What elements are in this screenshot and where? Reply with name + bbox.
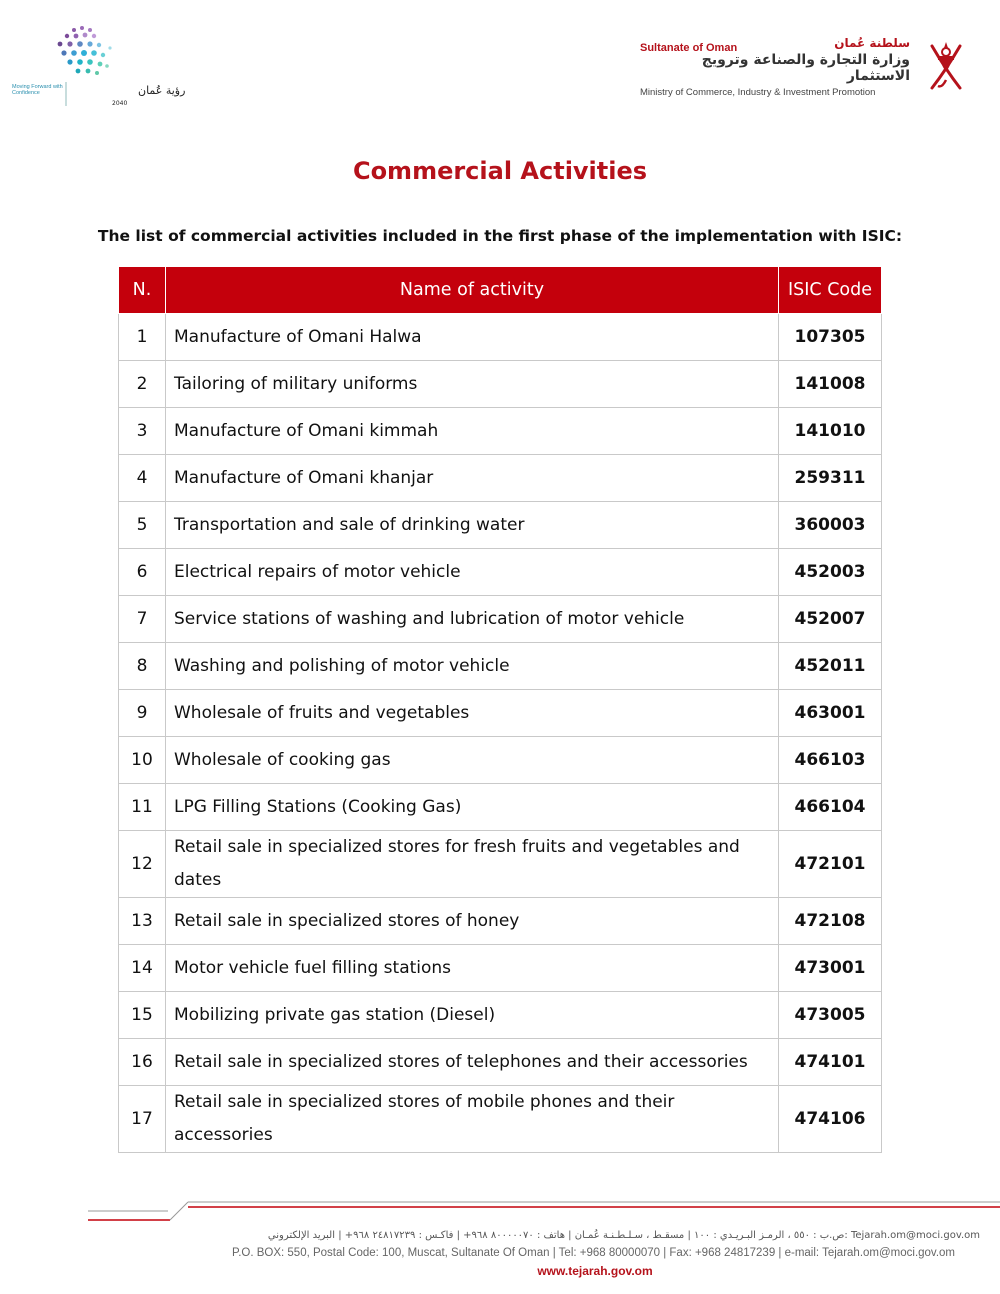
ministry-name-en: Ministry of Commerce, Industry & Investment Promotion [640, 87, 876, 98]
isic-code: 473005 [779, 992, 882, 1039]
vision-logo-ar: رؤية عُمان [138, 84, 186, 97]
activity-name: Tailoring of military uniforms [166, 361, 779, 408]
table-row [119, 1039, 882, 1086]
isic-code: 463001 [779, 690, 882, 737]
activity-name: Electrical repairs of motor vehicle [166, 549, 779, 596]
isic-code: 141010 [779, 408, 882, 455]
footer-divider [88, 1198, 1000, 1228]
activity-name: Retail sale in specialized stores for fresh fruits and vegetables and dates [166, 831, 779, 898]
activity-name: Washing and polishing of motor vehicle [166, 643, 779, 690]
ministry-name-ar: وزارة التجارة والصناعة وترويج الاستثمار [701, 52, 910, 84]
isic-code: 452011 [779, 643, 882, 690]
row-number: 12 [119, 831, 166, 898]
table-row [119, 643, 882, 690]
activity-name: Retail sale in specialized stores of telephones and their accessories [166, 1039, 779, 1086]
activity-name: Wholesale of cooking gas [166, 737, 779, 784]
table-row [119, 361, 882, 408]
vision-tagline: Moving Forward with Confidence [12, 84, 63, 96]
isic-code: 466103 [779, 737, 882, 784]
isic-code: 360003 [779, 502, 882, 549]
row-number: 6 [119, 549, 166, 596]
isic-code: 466104 [779, 784, 882, 831]
table-row [119, 737, 882, 784]
table-row [119, 831, 882, 898]
table-row [119, 784, 882, 831]
row-number: 13 [119, 898, 166, 945]
row-number: 2 [119, 361, 166, 408]
table-row [119, 690, 882, 737]
activity-name: Manufacture of Omani Halwa [166, 314, 779, 361]
isic-code: 474106 [779, 1086, 882, 1153]
vision-swirl-graphic [58, 26, 112, 75]
row-number: 11 [119, 784, 166, 831]
isic-code: 107305 [779, 314, 882, 361]
activity-name: Transportation and sale of drinking water [166, 502, 779, 549]
activity-name: LPG Filling Stations (Cooking Gas) [166, 784, 779, 831]
isic-code: 141008 [779, 361, 882, 408]
table-row [119, 1086, 882, 1153]
vision-logo-year: 2040 [112, 100, 128, 107]
activity-name: Mobilizing private gas station (Diesel) [166, 992, 779, 1039]
table-row [119, 898, 882, 945]
table-row [119, 549, 882, 596]
footer-address-en: P.O. BOX: 550, Postal Code: 100, Muscat, Sultanate Of Oman | Tel: +968 80000070 | Fax: +968 24817239 | e-mail: Tejarah.om@moci.gov.om [232, 1247, 955, 1259]
page-subtitle: The list of commercial activities included in the first phase of the implementation with ISIC: [97, 227, 903, 245]
row-number: 15 [119, 992, 166, 1039]
table-row [119, 502, 882, 549]
isic-code: 259311 [779, 455, 882, 502]
oman-emblem-icon [918, 36, 974, 94]
isic-code: 473001 [779, 945, 882, 992]
sultanate-label-ar: سلطنة عُمان [834, 36, 910, 50]
table-row [119, 314, 882, 361]
activities-table [118, 266, 882, 1153]
activity-name: Service stations of washing and lubrication of motor vehicle [166, 596, 779, 643]
row-number: 7 [119, 596, 166, 643]
row-number: 1 [119, 314, 166, 361]
table-header-row [119, 267, 882, 314]
column-header-name: Name of activity [166, 267, 779, 314]
activity-name: Motor vehicle fuel filling stations [166, 945, 779, 992]
activity-name: Manufacture of Omani kimmah [166, 408, 779, 455]
row-number: 17 [119, 1086, 166, 1153]
table-row [119, 455, 882, 502]
activity-name: Retail sale in specialized stores of honey [166, 898, 779, 945]
row-number: 9 [119, 690, 166, 737]
row-number: 3 [119, 408, 166, 455]
row-number: 8 [119, 643, 166, 690]
row-number: 5 [119, 502, 166, 549]
isic-code: 452007 [779, 596, 882, 643]
table-row [119, 408, 882, 455]
oman-vision-2040-logo [12, 22, 186, 112]
activity-name: Retail sale in specialized stores of mobile phones and their accessories [166, 1086, 779, 1153]
isic-code: 452003 [779, 549, 882, 596]
isic-code: 472101 [779, 831, 882, 898]
column-header-isic-code: ISIC Code [779, 267, 882, 314]
row-number: 4 [119, 455, 166, 502]
column-header-number: N. [119, 267, 166, 314]
footer-address-ar: ص.ب : ٥٥٠ ، الرمـز البـريـدي : ١٠٠ | مسقـط ، سـلـطـنـة عُمـان | هاتف : ٨٠٠٠٠٠٧٠ ٩٦٨+ | فاكـس : ٢٤٨١٧٢٣٩ ٩٦٨+ | البريد الإلكتروني: Tejarah.om@moci.gov.om [267, 1230, 980, 1241]
ministry-header [640, 36, 910, 98]
table-row [119, 945, 882, 992]
isic-code: 472108 [779, 898, 882, 945]
page-title: Commercial Activities [352, 157, 648, 185]
row-number: 10 [119, 737, 166, 784]
activity-name: Wholesale of fruits and vegetables [166, 690, 779, 737]
activity-name: Manufacture of Omani khanjar [166, 455, 779, 502]
table-row [119, 596, 882, 643]
isic-code: 474101 [779, 1039, 882, 1086]
row-number: 16 [119, 1039, 166, 1086]
table-row [119, 992, 882, 1039]
footer-website-link[interactable]: www.tejarah.gov.om [537, 1264, 653, 1278]
row-number: 14 [119, 945, 166, 992]
sultanate-label-en: Sultanate of Oman [640, 42, 738, 54]
